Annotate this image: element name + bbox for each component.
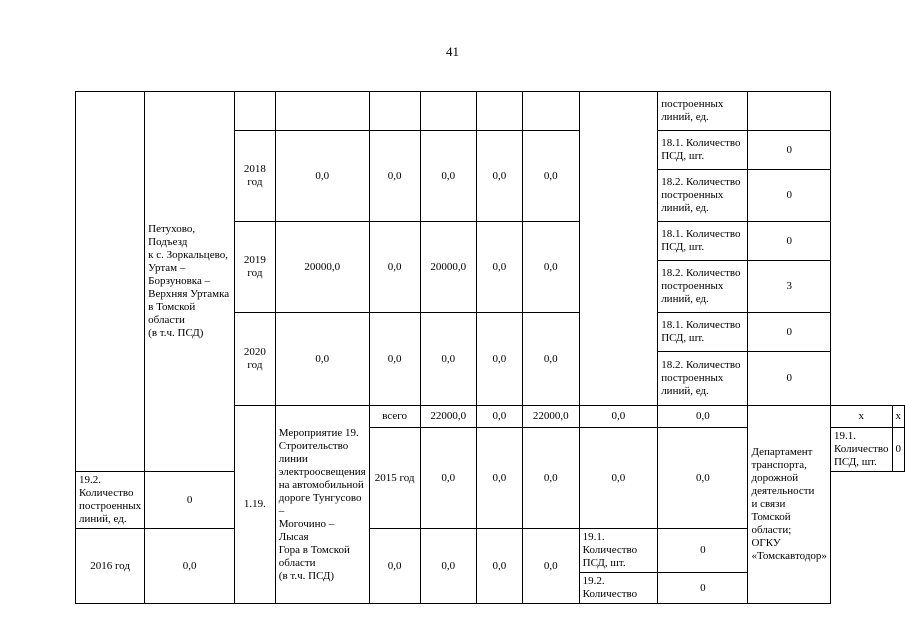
executor-cell: Департамент транспорта, дорожной деятельности и связи Томской области; ОГКУ «Томскавтодор» [748,406,831,604]
year-cell: 2015 год [369,428,420,529]
indicator-cell: 19.1. Количество ПСД, шт. [579,529,658,573]
indicator-value: 0 [658,573,748,604]
indicator-cell: 18.2. Количество построенных линий, ед. [658,352,748,406]
total-cell: 22000,0 [420,406,476,428]
row-number-cell [76,92,145,472]
page-number: 41 [446,44,459,59]
item-number: 1.19. [235,406,276,604]
indicator-cell: 18.2. Количество построенных линий, ед. [658,261,748,313]
indicator-cell: 19.2. Количество [579,573,658,604]
indicator-cell: 19.2. Количество построенных линий, ед. [76,472,145,529]
program-table: Петухово, Подъезд к с. Зоркальцево, Уртам – Борзуновка – Верхняя Уртамка в Томской области (в т.ч. ПСД) построенных линий, ед. 2018 год 0,0 0,0 0,0 0,0 0,0 18.1. Количество ПСД, шт. 0 18.2. Количество построенных линий, ед. 0 2019 год 20000,0 0,0 20000,0 0,0 0,0 18.1. Количество ПСД, шт. 0 18.2. Количество построенных линий, ед. 3 2020 год 0,0 0,0 0,0 0,0 0,0 18.1. Количество ПСД, шт. 0 18.2. Количество построенных линий, ед. 0 1.19. Мероприятие 19. Строительство линии электроосвещения на автомобильной дороге Тунгусово – Могочино – Лысая Гора в Томской области (в т.ч. ПСД) всего 22000,0 0,0 22000,0 0,0 0,0 Департамент транспорта, дорожной деятельности и связи Томской области; ОГКУ «Томскавтодор» х х 2015 год 0,0 0,0 0,0 0,0 0,0 19.1. Количество ПСД, шт. 0 19.2. Количество построенных линий, ед. 0 2016 год 0,0 0,0 0,0 0,0 0,0 19.1. Количество ПСД, шт. 0 19.2. Количество 0 [75,91,905,604]
year-cell: 2019 год [235,222,276,313]
indicator-value: 0 [748,170,831,222]
measure-name-cell: Петухово, Подъезд к с. Зоркальцево, Уртам – Борзуновка – Верхняя Уртамка в Томской области (в т.ч. ПСД) [145,92,235,472]
indicator-cell: 19.1. Количество ПСД, шт. [830,428,892,472]
indicator-value: 0 [658,529,748,573]
indicator-value: 0 [748,131,831,170]
indicator-cell: 18.1. Количество ПСД, шт. [658,313,748,352]
indicator-value: 3 [748,261,831,313]
indicator-cell: 18.1. Количество ПСД, шт. [658,131,748,170]
year-cell: всего [369,406,420,428]
year-cell: 2016 год [76,529,145,604]
indicator-cell: х [830,406,892,428]
indicator-value: 0 [748,222,831,261]
indicator-value: 0 [145,472,235,529]
indicator-value: х [892,406,905,428]
indicator-value: 0 [892,428,905,472]
total-cell: 20000,0 [275,222,369,313]
total-cell: 0,0 [145,529,235,604]
indicator-value: 0 [748,352,831,406]
year-cell: 2020 год [235,313,276,406]
indicator-value: 0 [748,313,831,352]
total-cell: 0,0 [275,131,369,222]
indicator-cell: построенных линий, ед. [658,92,748,131]
indicator-cell: 18.2. Количество построенных линий, ед. [658,170,748,222]
total-cell: 0,0 [420,428,476,529]
total-cell: 0,0 [275,313,369,406]
indicator-cell: 18.1. Количество ПСД, шт. [658,222,748,261]
measure-name-cell: Мероприятие 19. Строительство линии электроосвещения на автомобильной дороге Тунгусово – Могочино – Лысая Гора в Томской области (в т.ч. ПСД) [275,406,369,604]
executor-cell-empty [579,92,658,406]
year-cell: 2018 год [235,131,276,222]
